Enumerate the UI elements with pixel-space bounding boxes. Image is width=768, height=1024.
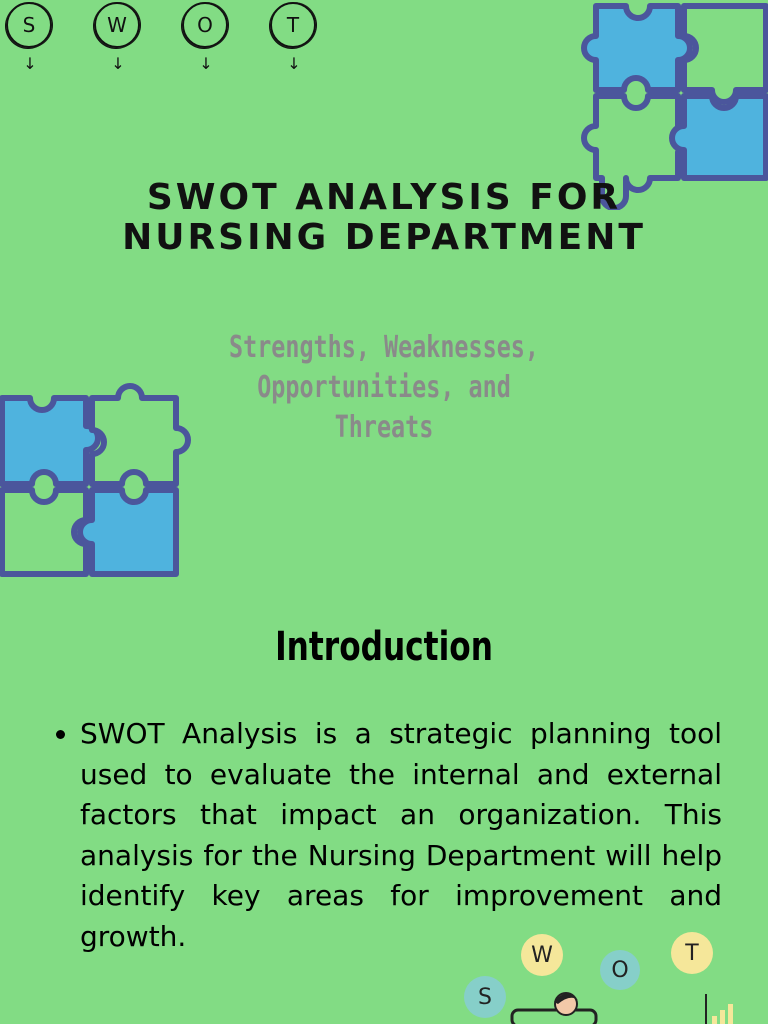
introduction-heading: Introduction (275, 624, 493, 670)
page-title: SWOT ANALYSIS FOR NURSING DEPARTMENT (122, 177, 646, 258)
swot-circle: S (6, 2, 52, 48)
swot-bubble-w: W (521, 934, 563, 976)
introduction-list (48, 714, 722, 957)
swot-letter-s (4, 0, 56, 80)
list-item: • SWOT Analysis is a strategic planning tool used to evaluate the internal and external factors that impact an organization. This analysis for the Nursing Department will help identify key areas for improvement and growth. (80, 714, 722, 957)
swot-circle: W (94, 2, 140, 48)
down-arrow-icon: ↓ (287, 54, 301, 73)
swot-bubble-t: T (671, 932, 713, 974)
puzzle-pieces-icon (0, 370, 206, 580)
swot-circle: O (182, 2, 228, 48)
swot-letter-row (0, 0, 340, 90)
swot-letter-w (92, 0, 144, 80)
down-arrow-icon: ↓ (23, 54, 37, 73)
swot-letter-t (268, 0, 320, 80)
page-subtitle: Strengths, Weaknesses, Opportunities, and Threats (229, 330, 539, 445)
bar-chart-icon (700, 990, 740, 1024)
swot-circle: T (270, 2, 316, 48)
down-arrow-icon: ↓ (199, 54, 213, 73)
person-illustration-icon (508, 992, 608, 1024)
swot-letter-o (180, 0, 232, 80)
down-arrow-icon: ↓ (111, 54, 125, 73)
swot-bubble-s: S (464, 976, 506, 1018)
swot-bubble-o: O (600, 950, 640, 990)
